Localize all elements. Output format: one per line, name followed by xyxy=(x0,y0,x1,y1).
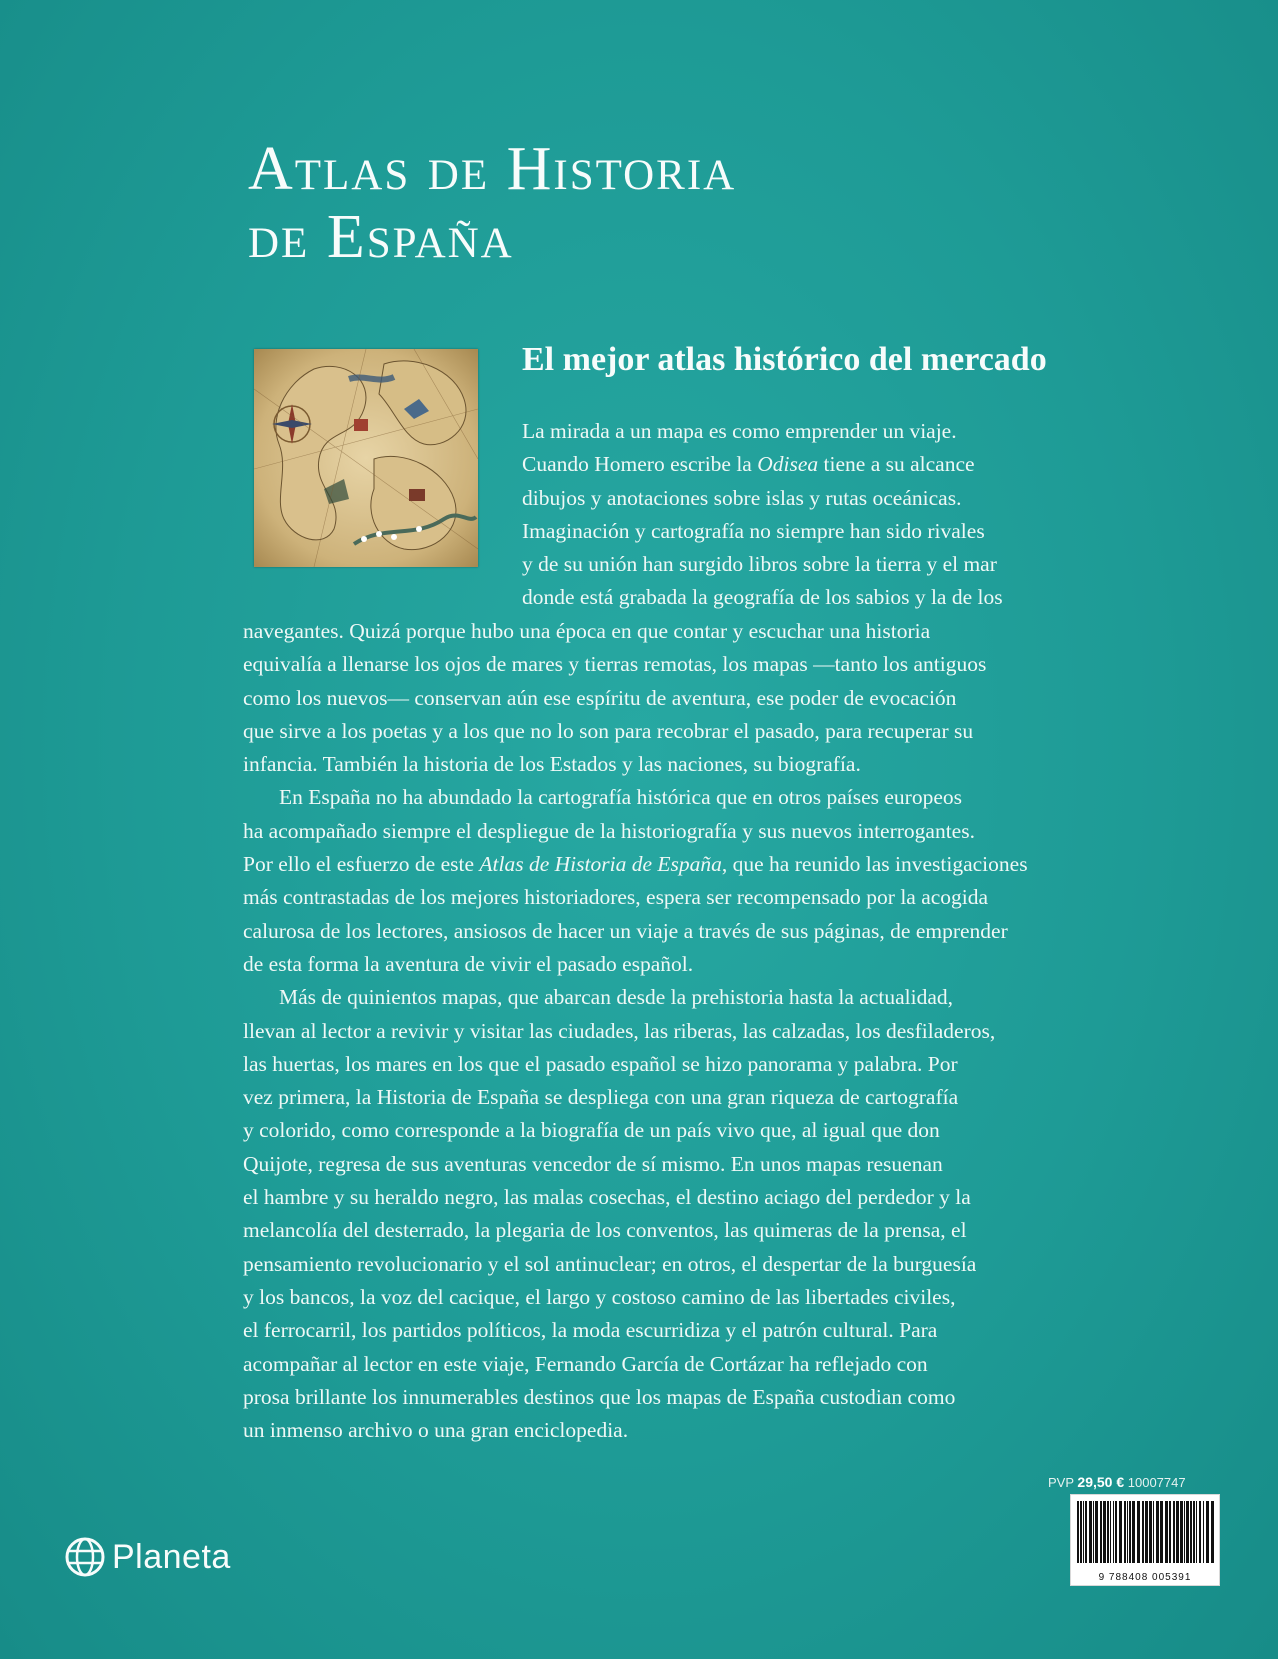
price-line xyxy=(1048,1474,1186,1490)
text-line: las huertas, los mares en los que el pasado español se hizo panorama y palabra. Por xyxy=(243,1051,958,1076)
text-line: Quijote, regresa de sus aventuras vencedor de sí mismo. En unos mapas resuenan xyxy=(243,1151,943,1176)
text-line: melancolía del desterrado, la plegaria de los conventos, las quimeras de la prensa, el xyxy=(243,1218,967,1243)
publisher-name: Planeta xyxy=(112,1537,231,1576)
text-line: calurosa de los lectores, ansiosos de hacer un viaje a través de sus páginas, de emprender xyxy=(243,918,1008,943)
text-line: equivalía a llenarse los ojos de mares y tierras remotas, los mapas —tanto los antiguos xyxy=(243,652,987,677)
price-amount: 29,50 € xyxy=(1077,1474,1125,1490)
text-line: navegantes. Quizá porque hubo una época en que contar y escuchar una historia xyxy=(243,619,931,643)
body-text xyxy=(243,615,1093,1447)
barcode-bar xyxy=(1145,1501,1148,1563)
text-line: ha acompañado siempre el despliegue de la historiografía y sus nuevos interrogantes. xyxy=(243,818,975,843)
barcode-bar xyxy=(1211,1501,1214,1563)
map-illustration xyxy=(254,349,478,567)
paragraph-3 xyxy=(243,981,1093,1447)
globe-icon xyxy=(64,1536,106,1578)
price-code: 10007747 xyxy=(1127,1475,1186,1490)
barcode-bar xyxy=(1083,1501,1084,1563)
barcode-bar xyxy=(1203,1501,1204,1563)
paragraph-2 xyxy=(243,781,1093,981)
book-title xyxy=(248,135,736,271)
barcode-bar xyxy=(1173,1501,1175,1563)
barcode-bar xyxy=(1100,1501,1102,1563)
barcode-bar xyxy=(1113,1501,1114,1563)
text-line: y de su unión han surgido libros sobre la tierra y el mar xyxy=(522,552,997,577)
barcode-bar xyxy=(1199,1501,1201,1563)
barcode-bar xyxy=(1184,1501,1185,1563)
barcode-bar xyxy=(1119,1501,1122,1563)
barcode-bar xyxy=(1132,1501,1135,1563)
barcode-bar xyxy=(1196,1501,1197,1563)
text-line: un inmenso archivo o una gran enciclopedia. xyxy=(243,1418,629,1443)
book-title-line-2: de España xyxy=(248,203,514,271)
subtitle: El mejor atlas histórico del mercado xyxy=(522,341,1047,378)
barcode-bar xyxy=(1153,1501,1154,1563)
barcode-bar xyxy=(1186,1501,1189,1563)
barcode-bar xyxy=(1095,1501,1098,1563)
barcode-bar xyxy=(1193,1501,1195,1563)
barcode-bar xyxy=(1176,1501,1179,1563)
intro-paragraph xyxy=(522,415,1092,615)
text-line: donde está grabada la geografía de los sabios y la de los xyxy=(522,585,1003,610)
text-line: prosa brillante los innumerables destinos que los mapas de España custodian como xyxy=(243,1384,956,1409)
text-line: el ferrocarril, los partidos políticos, la moda escurridiza y el patrón cultural. Para xyxy=(243,1318,938,1343)
text-line: llevan al lector a revivir y visitar las ciudades, las riberas, las calzadas, los desfiladeros, xyxy=(243,1018,996,1043)
text-line: infancia. También la historia de los Estados y las naciones, su biografía. xyxy=(243,752,861,777)
barcode-bar xyxy=(1190,1501,1192,1563)
barcode-bar xyxy=(1165,1501,1168,1563)
text-line: Imaginación y cartografía no siempre han sido rivales xyxy=(522,518,985,543)
barcode-bar xyxy=(1089,1501,1092,1563)
text-line: de esta forma la aventura de vivir el pasado español. xyxy=(243,951,694,976)
barcode-bar xyxy=(1156,1501,1159,1563)
text-line: En España no ha abundado la cartografía histórica que en otros países europeos xyxy=(279,785,962,810)
text-line: y colorido, como corresponde a la biografía de un país vivo que, al igual que don xyxy=(243,1118,940,1143)
book-title-line-1: Atlas de Historia xyxy=(248,135,737,203)
text-line: dibujos y anotaciones sobre islas y rutas oceánicas. xyxy=(522,485,962,510)
barcode-bar xyxy=(1085,1501,1087,1563)
paragraph-1 xyxy=(243,615,1093,781)
barcode-bar xyxy=(1149,1501,1152,1563)
barcode-bar xyxy=(1077,1501,1079,1563)
barcode-bar xyxy=(1142,1501,1144,1563)
antique-map-image xyxy=(254,349,478,567)
barcode-bar xyxy=(1110,1501,1111,1563)
barcode-bars xyxy=(1071,1495,1219,1569)
publisher-logo xyxy=(64,1536,231,1578)
text-line: y los bancos, la voz del cacique, el largo y costoso camino de las libertades civiles, xyxy=(243,1284,956,1309)
text-line: el hambre y su heraldo negro, las malas cosechas, el destino aciago del perdedor y la xyxy=(243,1185,971,1210)
price-label: PVP xyxy=(1048,1475,1074,1490)
barcode-bar xyxy=(1129,1501,1131,1563)
text-line: La mirada a un mapa es como emprender un viaje. xyxy=(522,419,957,443)
barcode-bar xyxy=(1093,1501,1094,1563)
barcode-bar xyxy=(1115,1501,1117,1563)
text-line: pensamiento revolucionario y el sol antinuclear; en otros, el despertar de la burguesía xyxy=(243,1251,977,1276)
barcode-bar xyxy=(1137,1501,1140,1563)
text-line: acompañar al lector en este viaje, Fernando García de Cortázar ha reflejado con xyxy=(243,1351,928,1376)
barcode xyxy=(1070,1494,1220,1586)
barcode-bar xyxy=(1160,1501,1163,1563)
barcode-bar xyxy=(1127,1501,1128,1563)
barcode-bar xyxy=(1103,1501,1106,1563)
barcode-bar xyxy=(1169,1501,1171,1563)
barcode-bar xyxy=(1107,1501,1109,1563)
text-line: vez primera, la Historia de España se despliega con una gran riqueza de cartografía xyxy=(243,1085,959,1110)
text-line: Más de quinientos mapas, que abarcan desde la prehistoria hasta la actualidad, xyxy=(279,985,954,1010)
text-line: Por ello el esfuerzo de este Atlas de Historia de España, que ha reunido las investigaciones xyxy=(243,852,1028,877)
barcode-bar xyxy=(1206,1501,1209,1563)
barcode-bar xyxy=(1080,1501,1082,1563)
isbn-number: 9 788408 005391 xyxy=(1098,1572,1192,1583)
barcode-bar xyxy=(1180,1501,1183,1563)
text-line: como los nuevos— conservan aún ese espíritu de aventura, ese poder de evocación xyxy=(243,685,957,710)
text-line: que sirve a los poetas y a los que no lo son para recobrar el pasado, para recuperar su xyxy=(243,718,974,743)
barcode-bar xyxy=(1124,1501,1126,1563)
text-line: más contrastadas de los mejores historiadores, espera ser recompensado por la acogida xyxy=(243,885,989,910)
text-line: Cuando Homero escribe la Odisea tiene a su alcance xyxy=(522,452,975,477)
